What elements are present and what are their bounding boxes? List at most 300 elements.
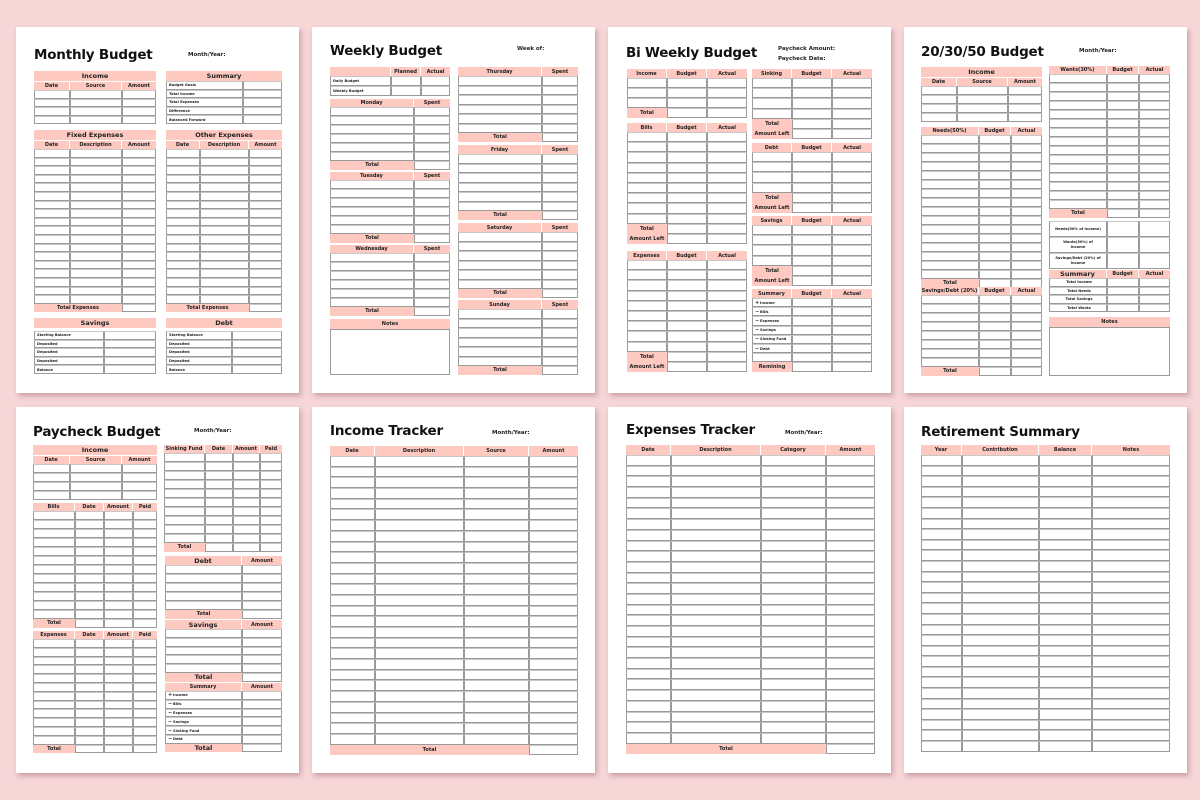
table-cell[interactable] — [414, 289, 450, 298]
table-cell[interactable] — [707, 163, 747, 173]
table-cell[interactable] — [529, 563, 578, 574]
table-cell[interactable] — [75, 610, 104, 619]
table-cell[interactable] — [921, 540, 962, 551]
table-cell[interactable] — [667, 163, 707, 173]
table-cell[interactable] — [792, 256, 832, 266]
table-cell[interactable] — [1107, 119, 1139, 128]
table-cell[interactable] — [75, 736, 104, 745]
table-cell[interactable] — [626, 551, 671, 562]
table-cell[interactable] — [529, 584, 578, 595]
table-cell[interactable] — [33, 538, 75, 547]
table-cell[interactable] — [626, 562, 671, 573]
table-cell[interactable] — [414, 134, 450, 143]
budget-value[interactable] — [1107, 304, 1139, 313]
table-cell[interactable] — [122, 183, 156, 192]
table-cell[interactable] — [979, 171, 1011, 180]
table-cell[interactable] — [542, 338, 578, 348]
table-cell[interactable] — [1107, 146, 1139, 155]
table-cell[interactable] — [164, 534, 205, 543]
table-cell[interactable] — [375, 680, 464, 691]
table-cell[interactable] — [414, 189, 450, 198]
table-cell[interactable] — [707, 193, 747, 203]
table-cell[interactable] — [1049, 191, 1107, 200]
table-cell[interactable] — [414, 262, 450, 271]
table-cell[interactable] — [1139, 155, 1170, 164]
table-cell[interactable] — [70, 183, 122, 192]
table-cell[interactable] — [133, 648, 157, 657]
table-cell[interactable] — [707, 152, 747, 162]
table-cell[interactable] — [200, 166, 249, 175]
table-cell[interactable] — [921, 95, 957, 104]
table-cell[interactable] — [1092, 582, 1170, 593]
table-cell[interactable] — [133, 565, 157, 574]
table-cell[interactable] — [761, 562, 826, 573]
table-cell[interactable] — [260, 489, 282, 498]
table-cell[interactable] — [70, 116, 122, 125]
table-cell[interactable] — [671, 690, 761, 701]
table-cell[interactable] — [792, 162, 832, 172]
table-cell[interactable] — [921, 476, 962, 487]
table-cell[interactable] — [921, 322, 979, 331]
table-cell[interactable] — [133, 639, 157, 648]
table-cell[interactable] — [165, 565, 242, 574]
table-cell[interactable] — [330, 680, 375, 691]
table-cell[interactable] — [249, 295, 282, 304]
table-cell[interactable] — [627, 342, 667, 352]
table-cell[interactable] — [464, 499, 529, 510]
table-cell[interactable] — [1039, 709, 1092, 720]
table-cell[interactable] — [458, 124, 542, 134]
savings-value[interactable] — [104, 331, 156, 340]
total-value[interactable] — [414, 307, 450, 316]
table-cell[interactable] — [1039, 720, 1092, 731]
table-cell[interactable] — [375, 488, 464, 499]
table-cell[interactable] — [529, 488, 578, 499]
debt-value[interactable] — [232, 365, 282, 374]
total-value[interactable] — [542, 366, 578, 375]
table-cell[interactable] — [542, 86, 578, 96]
table-cell[interactable] — [1039, 487, 1092, 498]
table-cell[interactable] — [75, 665, 104, 674]
savings-value[interactable] — [104, 357, 156, 366]
table-cell[interactable] — [707, 78, 747, 88]
table-cell[interactable] — [75, 727, 104, 736]
table-cell[interactable] — [529, 616, 578, 627]
savings-value[interactable] — [104, 348, 156, 357]
table-cell[interactable] — [1039, 455, 1092, 466]
table-cell[interactable] — [458, 309, 542, 319]
table-cell[interactable] — [671, 551, 761, 562]
table-cell[interactable] — [70, 473, 122, 482]
table-cell[interactable] — [761, 701, 826, 712]
table-cell[interactable] — [104, 574, 133, 583]
table-cell[interactable] — [34, 175, 70, 184]
table-cell[interactable] — [133, 736, 157, 745]
table-cell[interactable] — [414, 298, 450, 307]
table-cell[interactable] — [1092, 677, 1170, 688]
table-cell[interactable] — [133, 665, 157, 674]
table-cell[interactable] — [1008, 95, 1042, 104]
table-cell[interactable] — [1011, 261, 1042, 270]
table-cell[interactable] — [330, 180, 414, 189]
table-cell[interactable] — [1049, 137, 1107, 146]
table-cell[interactable] — [133, 511, 157, 520]
table-cell[interactable] — [707, 291, 747, 301]
table-cell[interactable] — [826, 626, 875, 637]
table-cell[interactable] — [458, 173, 542, 183]
table-cell[interactable] — [70, 158, 122, 167]
table-cell[interactable] — [34, 218, 70, 227]
table-cell[interactable] — [1011, 153, 1042, 162]
table-cell[interactable] — [165, 655, 242, 664]
table-cell[interactable] — [671, 669, 761, 680]
table-cell[interactable] — [330, 563, 375, 574]
table-cell[interactable] — [330, 691, 375, 702]
table-cell[interactable] — [375, 499, 464, 510]
table-cell[interactable] — [1039, 540, 1092, 551]
table-cell[interactable] — [962, 466, 1039, 477]
table-cell[interactable] — [667, 203, 707, 213]
table-cell[interactable] — [122, 209, 156, 218]
total-actual[interactable] — [707, 352, 747, 362]
table-cell[interactable] — [979, 261, 1011, 270]
table-cell[interactable] — [1139, 137, 1170, 146]
actual-value[interactable] — [832, 307, 872, 316]
table-cell[interactable] — [921, 261, 979, 270]
actual-value[interactable] — [421, 86, 450, 96]
table-cell[interactable] — [979, 180, 1011, 189]
table-cell[interactable] — [260, 498, 282, 507]
table-cell[interactable] — [165, 638, 242, 647]
table-cell[interactable] — [667, 342, 707, 352]
total-actual[interactable] — [832, 193, 872, 203]
total-cell[interactable] — [104, 619, 133, 628]
table-cell[interactable] — [1039, 550, 1092, 561]
planned-value[interactable] — [391, 86, 421, 96]
table-cell[interactable] — [667, 280, 707, 290]
table-cell[interactable] — [104, 538, 133, 547]
table-cell[interactable] — [233, 516, 260, 525]
table-cell[interactable] — [627, 173, 667, 183]
table-cell[interactable] — [921, 198, 979, 207]
table-cell[interactable] — [464, 488, 529, 499]
table-cell[interactable] — [921, 688, 962, 699]
table-cell[interactable] — [33, 709, 75, 718]
table-cell[interactable] — [1139, 119, 1170, 128]
table-cell[interactable] — [75, 701, 104, 710]
table-cell[interactable] — [375, 595, 464, 606]
table-cell[interactable] — [761, 647, 826, 658]
table-cell[interactable] — [832, 225, 872, 235]
ratio-actual[interactable] — [1139, 237, 1170, 253]
table-cell[interactable] — [529, 456, 578, 467]
table-cell[interactable] — [200, 218, 249, 227]
table-cell[interactable] — [133, 529, 157, 538]
table-cell[interactable] — [1039, 529, 1092, 540]
table-cell[interactable] — [1039, 635, 1092, 646]
table-cell[interactable] — [1107, 128, 1139, 137]
table-cell[interactable] — [70, 192, 122, 201]
table-cell[interactable] — [458, 183, 542, 193]
table-cell[interactable] — [1092, 656, 1170, 667]
table-cell[interactable] — [200, 158, 249, 167]
table-cell[interactable] — [761, 626, 826, 637]
table-cell[interactable] — [671, 498, 761, 509]
table-cell[interactable] — [164, 498, 205, 507]
table-cell[interactable] — [761, 551, 826, 562]
table-cell[interactable] — [233, 498, 260, 507]
table-cell[interactable] — [330, 627, 375, 638]
table-cell[interactable] — [104, 583, 133, 592]
table-cell[interactable] — [200, 226, 249, 235]
table-cell[interactable] — [1011, 135, 1042, 144]
table-cell[interactable] — [667, 193, 707, 203]
table-cell[interactable] — [667, 260, 707, 270]
table-cell[interactable] — [205, 507, 233, 516]
table-cell[interactable] — [33, 639, 75, 648]
table-cell[interactable] — [957, 113, 1008, 122]
table-cell[interactable] — [1011, 331, 1042, 340]
table-cell[interactable] — [921, 487, 962, 498]
table-cell[interactable] — [626, 615, 671, 626]
ratio-actual[interactable] — [1139, 221, 1170, 237]
table-cell[interactable] — [979, 135, 1011, 144]
table-cell[interactable] — [33, 491, 70, 500]
table-cell[interactable] — [375, 670, 464, 681]
table-cell[interactable] — [529, 691, 578, 702]
table-cell[interactable] — [752, 245, 792, 255]
table-cell[interactable] — [962, 730, 1039, 741]
table-cell[interactable] — [464, 584, 529, 595]
table-cell[interactable] — [1092, 614, 1170, 625]
table-cell[interactable] — [1107, 101, 1139, 110]
table-cell[interactable] — [166, 218, 200, 227]
table-cell[interactable] — [1139, 200, 1170, 209]
table-cell[interactable] — [164, 480, 205, 489]
table-cell[interactable] — [464, 467, 529, 478]
table-cell[interactable] — [542, 357, 578, 367]
table-cell[interactable] — [1039, 625, 1092, 636]
table-cell[interactable] — [122, 149, 156, 158]
table-cell[interactable] — [792, 98, 832, 108]
table-cell[interactable] — [707, 301, 747, 311]
total-value[interactable] — [122, 304, 156, 313]
table-cell[interactable] — [832, 183, 872, 193]
table-cell[interactable] — [1039, 667, 1092, 678]
amount-value[interactable] — [242, 717, 282, 726]
amount-value[interactable] — [242, 691, 282, 700]
table-cell[interactable] — [626, 541, 671, 552]
table-cell[interactable] — [249, 269, 282, 278]
table-cell[interactable] — [1107, 110, 1139, 119]
table-cell[interactable] — [249, 209, 282, 218]
table-cell[interactable] — [962, 635, 1039, 646]
table-cell[interactable] — [375, 627, 464, 638]
table-cell[interactable] — [330, 225, 414, 234]
table-cell[interactable] — [414, 143, 450, 152]
table-cell[interactable] — [1011, 252, 1042, 261]
table-cell[interactable] — [671, 487, 761, 498]
table-cell[interactable] — [166, 175, 200, 184]
table-cell[interactable] — [1092, 688, 1170, 699]
table-cell[interactable] — [330, 584, 375, 595]
table-cell[interactable] — [626, 573, 671, 584]
table-cell[interactable] — [165, 583, 242, 592]
table-cell[interactable] — [464, 702, 529, 713]
table-cell[interactable] — [104, 511, 133, 520]
table-cell[interactable] — [1107, 74, 1139, 83]
table-cell[interactable] — [1049, 146, 1107, 155]
table-cell[interactable] — [957, 86, 1008, 95]
table-cell[interactable] — [1049, 200, 1107, 209]
table-cell[interactable] — [707, 203, 747, 213]
table-cell[interactable] — [122, 269, 156, 278]
table-cell[interactable] — [122, 90, 156, 99]
table-cell[interactable] — [133, 692, 157, 701]
table-cell[interactable] — [826, 733, 875, 744]
actual-value[interactable] — [832, 344, 872, 353]
table-cell[interactable] — [70, 218, 122, 227]
table-cell[interactable] — [826, 466, 875, 477]
actual-value[interactable] — [1139, 287, 1170, 296]
table-cell[interactable] — [671, 615, 761, 626]
table-cell[interactable] — [1049, 155, 1107, 164]
table-cell[interactable] — [200, 201, 249, 210]
total-budget[interactable] — [667, 352, 707, 362]
table-cell[interactable] — [33, 736, 75, 745]
table-cell[interactable] — [626, 722, 671, 733]
table-cell[interactable] — [122, 226, 156, 235]
table-cell[interactable] — [707, 270, 747, 280]
table-cell[interactable] — [671, 647, 761, 658]
table-cell[interactable] — [707, 142, 747, 152]
actual-value[interactable] — [832, 298, 872, 307]
table-cell[interactable] — [1092, 625, 1170, 636]
table-cell[interactable] — [752, 78, 792, 88]
table-cell[interactable] — [761, 519, 826, 530]
table-cell[interactable] — [761, 508, 826, 519]
notes-area[interactable] — [330, 329, 450, 375]
table-cell[interactable] — [122, 287, 156, 296]
table-cell[interactable] — [529, 670, 578, 681]
table-cell[interactable] — [104, 701, 133, 710]
table-cell[interactable] — [122, 192, 156, 201]
total-budget[interactable] — [792, 193, 832, 203]
table-cell[interactable] — [826, 487, 875, 498]
table-cell[interactable] — [1011, 225, 1042, 234]
total-cell[interactable] — [205, 543, 233, 552]
table-cell[interactable] — [921, 529, 962, 540]
table-cell[interactable] — [165, 647, 242, 656]
table-cell[interactable] — [626, 658, 671, 669]
table-cell[interactable] — [166, 226, 200, 235]
table-cell[interactable] — [921, 582, 962, 593]
table-cell[interactable] — [233, 507, 260, 516]
table-cell[interactable] — [826, 498, 875, 509]
table-cell[interactable] — [761, 541, 826, 552]
table-cell[interactable] — [667, 214, 707, 224]
table-cell[interactable] — [375, 702, 464, 713]
table-cell[interactable] — [832, 245, 872, 255]
table-cell[interactable] — [34, 107, 70, 116]
table-cell[interactable] — [921, 614, 962, 625]
table-cell[interactable] — [330, 253, 414, 262]
table-cell[interactable] — [375, 616, 464, 627]
left-actual[interactable] — [832, 276, 872, 286]
table-cell[interactable] — [375, 734, 464, 745]
table-cell[interactable] — [1092, 572, 1170, 583]
table-cell[interactable] — [205, 498, 233, 507]
blank-cell[interactable] — [752, 353, 792, 362]
debt-value[interactable] — [232, 340, 282, 349]
table-cell[interactable] — [330, 198, 414, 207]
table-cell[interactable] — [921, 180, 979, 189]
table-cell[interactable] — [627, 183, 667, 193]
table-cell[interactable] — [1049, 101, 1107, 110]
table-cell[interactable] — [707, 321, 747, 331]
table-cell[interactable] — [1107, 155, 1139, 164]
table-cell[interactable] — [75, 592, 104, 601]
table-cell[interactable] — [1139, 164, 1170, 173]
table-cell[interactable] — [33, 692, 75, 701]
table-cell[interactable] — [464, 723, 529, 734]
table-cell[interactable] — [921, 243, 979, 252]
table-cell[interactable] — [122, 261, 156, 270]
table-cell[interactable] — [166, 166, 200, 175]
table-cell[interactable] — [330, 456, 375, 467]
table-cell[interactable] — [529, 713, 578, 724]
table-cell[interactable] — [75, 657, 104, 666]
table-cell[interactable] — [414, 152, 450, 161]
summary-value[interactable] — [243, 81, 282, 90]
table-cell[interactable] — [166, 278, 200, 287]
table-cell[interactable] — [1139, 92, 1170, 101]
table-cell[interactable] — [826, 690, 875, 701]
table-cell[interactable] — [249, 218, 282, 227]
table-cell[interactable] — [414, 116, 450, 125]
table-cell[interactable] — [1092, 667, 1170, 678]
table-cell[interactable] — [1008, 86, 1042, 95]
table-cell[interactable] — [626, 594, 671, 605]
table-cell[interactable] — [375, 531, 464, 542]
table-cell[interactable] — [921, 358, 979, 367]
table-cell[interactable] — [826, 712, 875, 723]
table-cell[interactable] — [921, 162, 979, 171]
table-cell[interactable] — [34, 287, 70, 296]
table-cell[interactable] — [166, 209, 200, 218]
total-budget[interactable] — [792, 119, 832, 129]
table-cell[interactable] — [70, 491, 122, 500]
table-cell[interactable] — [205, 489, 233, 498]
table-cell[interactable] — [921, 519, 962, 530]
table-cell[interactable] — [832, 88, 872, 98]
table-cell[interactable] — [962, 561, 1039, 572]
table-cell[interactable] — [542, 251, 578, 261]
table-cell[interactable] — [1092, 508, 1170, 519]
table-cell[interactable] — [832, 235, 872, 245]
planned-value[interactable] — [391, 76, 421, 86]
table-cell[interactable] — [122, 491, 157, 500]
table-cell[interactable] — [832, 256, 872, 266]
table-cell[interactable] — [200, 269, 249, 278]
table-cell[interactable] — [330, 262, 414, 271]
table-cell[interactable] — [122, 201, 156, 210]
table-cell[interactable] — [33, 547, 75, 556]
table-cell[interactable] — [1107, 173, 1139, 182]
table-cell[interactable] — [1011, 243, 1042, 252]
table-cell[interactable] — [667, 132, 707, 142]
table-cell[interactable] — [249, 235, 282, 244]
